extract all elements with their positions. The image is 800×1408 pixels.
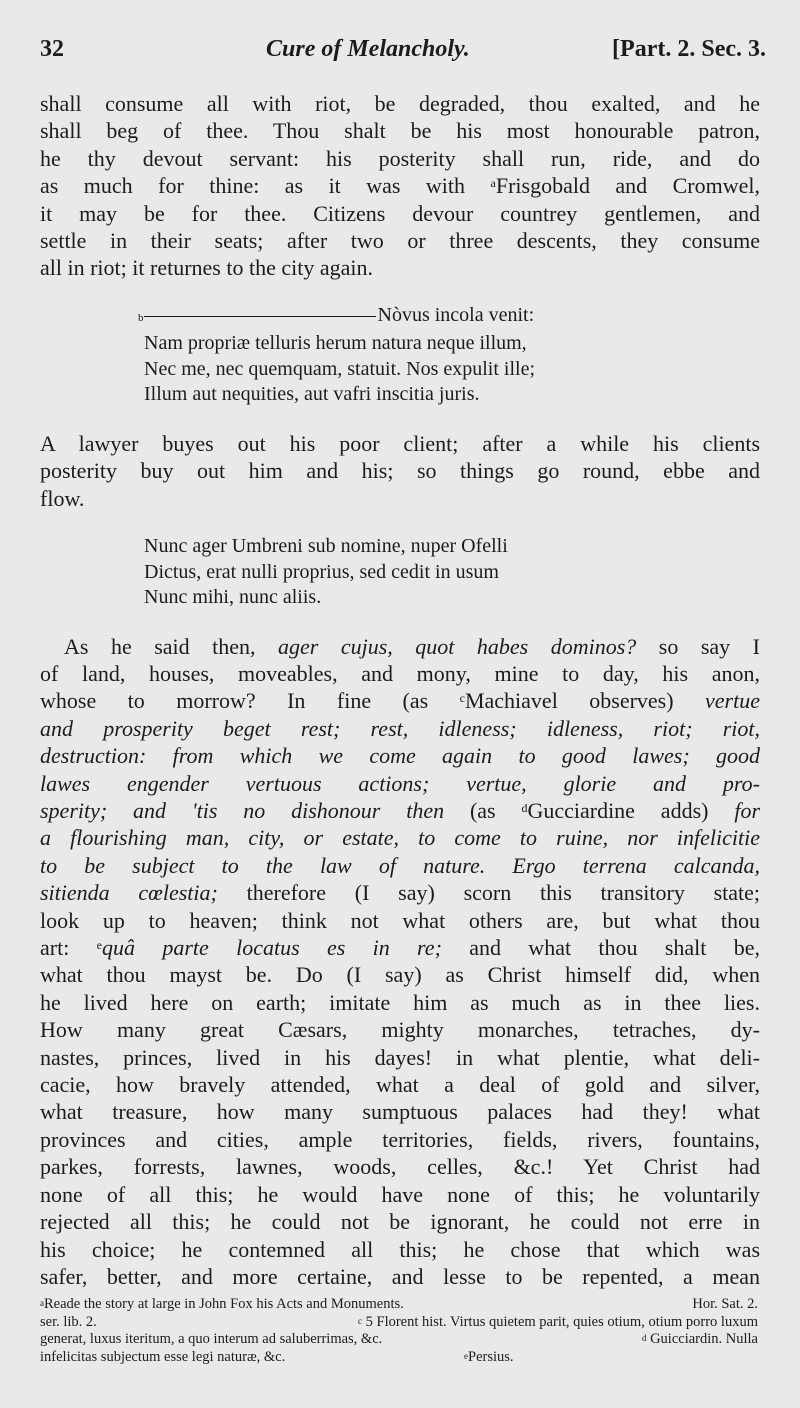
text-segment: ager cujus, quot habes dominos? (278, 633, 637, 659)
text-segment: and what thou shalt be, (469, 935, 760, 961)
paragraph-2 (40, 430, 760, 512)
paragraph-3 (40, 633, 760, 1291)
text-segment: so say I (658, 633, 761, 659)
text-line: look up to heaven; think not what others are, but what thou (40, 907, 760, 933)
footnote-e (464, 1349, 514, 1367)
text-segment: whose to morrow? In fine (as (40, 688, 429, 714)
text-line: lawes engender vertuous actions; vertue, glorie and pro- (40, 770, 760, 796)
footnote-line (40, 1296, 758, 1314)
footnote-mark: c (358, 1315, 363, 1326)
verse-line: Illum aut nequities, aut vafri inscitia juris. (144, 383, 480, 406)
text-line (40, 879, 760, 906)
footnote-a (40, 1296, 404, 1314)
footnote-line (40, 1314, 758, 1332)
text-line: shall consume all with riot, be degraded, thou exalted, and he (40, 91, 760, 116)
footnote-b: Hor. Sat. 2. (692, 1296, 758, 1312)
running-title: Cure of Melancholy. (266, 36, 470, 62)
text-line: How many great Cæsars, mighty monarches, tetraches, dy- (40, 1017, 760, 1043)
text-line (40, 852, 760, 879)
text-line (40, 797, 760, 824)
footnote-c (358, 1314, 758, 1332)
page-number: 32 (40, 36, 64, 62)
text-segment: sitienda cœlestia; (40, 880, 218, 906)
text-segment: As he said then, (64, 633, 256, 659)
text-line: what thou mayst be. Do (I say) as Christ himself did, when (40, 962, 760, 988)
footnote-d-cont: infelicitas subjectum esse legi naturæ, &c. (40, 1348, 286, 1365)
footnote-marker-c: c (459, 691, 465, 706)
footnote-c-cont: generat, luxus iteritum, a quo interum ad saluberrimas, &c. (40, 1331, 383, 1347)
footnote-text: Guicciardin. Nulla (650, 1331, 758, 1347)
paragraph-1 (40, 90, 760, 282)
verse-line: Dictus, erat nulli proprius, sed cedit in usum (144, 560, 499, 583)
text-segment: as much for thine: as it was with (40, 173, 466, 199)
text-segment: Machiavel observes) (464, 688, 674, 714)
text-line: he lived here on earth; imitate him as much as in thee lies. (40, 989, 760, 1015)
section-label: [Part. 2. Sec. 3. (612, 36, 766, 62)
text-line (40, 687, 760, 714)
footnote-text: Reade the story at large in John Fox his Acts and Monuments. (44, 1296, 404, 1312)
footnote-text: 5 Florent hist. Virtus quietem parit, quies otium, otium porro luxum (365, 1313, 758, 1330)
text-line: destruction: from which we come again to good lawes; good (40, 743, 760, 769)
running-header (40, 36, 766, 72)
text-segment: quâ parte locatus es in re; (101, 935, 442, 961)
text-line: a flourishing man, city, or estate, to come to ruine, nor infelicitie (40, 825, 760, 851)
text-line: shall beg of thee. Thou shalt be his most honourable patron, (40, 118, 760, 144)
footnote-mark: a (40, 1298, 44, 1308)
text-segment: vertue (705, 688, 760, 714)
verse-quotation-1 (138, 303, 760, 408)
verse-line: Nec me, nec quemquam, statuit. Nos expulit ille; (144, 357, 536, 380)
text-line (40, 633, 760, 660)
text-line: parkes, forrests, lawnes, woods, celles, &c.! Yet Christ had (40, 1154, 760, 1180)
text-line (40, 934, 760, 961)
text-line: settle in their seats; after two or three descents, they consume (40, 228, 760, 254)
text-line: nastes, princes, lived in his dayes! in what plentie, what deli- (40, 1044, 760, 1070)
text-line: his choice; he contemned all this; he chose that which was (40, 1236, 760, 1262)
text-line: safer, better, and more certaine, and lesse to be repented, a mean (40, 1263, 760, 1289)
footnote-marker-a: a (490, 176, 496, 191)
text-segment: (as (469, 798, 496, 823)
text-segment: Frisgobald and Cromwel, (495, 173, 760, 199)
text-line: A lawyer buyes out his poor client; after a while his clients (40, 430, 760, 456)
verse-rule (144, 316, 376, 317)
verse-line: Nam propriæ telluris herum natura neque illum, (144, 332, 527, 355)
text-segment: sperity; and 'tis no dishonour then (40, 798, 445, 823)
text-line: cacie, how bravely attended, what a deal of gold and silver, (40, 1072, 760, 1098)
text-line: what treasure, how many sumptuous palaces had they! what (40, 1099, 760, 1125)
text-segment: therefore (I say) scorn this transitory state; (246, 880, 761, 906)
text-line: posterity buy out him and his; so things go round, ebbe and (40, 458, 760, 484)
verse-line (138, 303, 760, 332)
main-text (40, 90, 760, 1290)
text-line (40, 172, 760, 199)
text-line: rejected all this; he could not be ignorant, he could not erre in (40, 1209, 760, 1235)
text-line: it may be for thee. Citizens devour countrey gentlemen, and (40, 200, 760, 226)
footnote-marker-b: b (138, 311, 144, 324)
footnote-d (642, 1331, 758, 1349)
text-segment: art: (40, 935, 70, 961)
footnote-mark: d (641, 1333, 647, 1343)
footnote-line (40, 1349, 758, 1367)
text-segment: for (734, 798, 761, 823)
verse-quotation-2 (144, 534, 760, 611)
footnote-line (40, 1331, 758, 1349)
text-segment: Ergo terrena calcanda, (512, 852, 760, 878)
verse-line: Nunc ager Umbreni sub nomine, nuper Ofelli (144, 535, 508, 558)
footnote-marker-d: d (521, 801, 528, 815)
verse-line: Nunc mihi, nunc aliis. (144, 586, 322, 609)
text-line: he thy devout servant: his posterity shall run, ride, and do (40, 145, 760, 171)
footnote-b-cont: ser. lib. 2. (40, 1313, 97, 1330)
footnotes (40, 1296, 758, 1366)
text-line: all in riot; it returnes to the city again. (40, 255, 373, 281)
text-line: of land, houses, moveables, and mony, mine to day, his anon, (40, 660, 760, 686)
footnote-text: Persius. (468, 1348, 514, 1365)
text-line: provinces and cities, ample territories, fields, rivers, fountains, (40, 1126, 760, 1152)
footnote-marker-e: e (96, 938, 102, 953)
footnote-mark: e (464, 1350, 468, 1361)
text-line: flow. (40, 485, 85, 511)
text-segment: Nòvus incola venit: (377, 303, 535, 326)
text-line: and prosperity beget rest; rest, idleness; idleness, riot; riot, (40, 715, 760, 741)
text-segment: Gucciardine adds) (527, 798, 709, 823)
text-line: none of all this; he would have none of this; he voluntarily (40, 1181, 760, 1207)
text-segment: to be subject to the law of nature. (40, 852, 486, 878)
